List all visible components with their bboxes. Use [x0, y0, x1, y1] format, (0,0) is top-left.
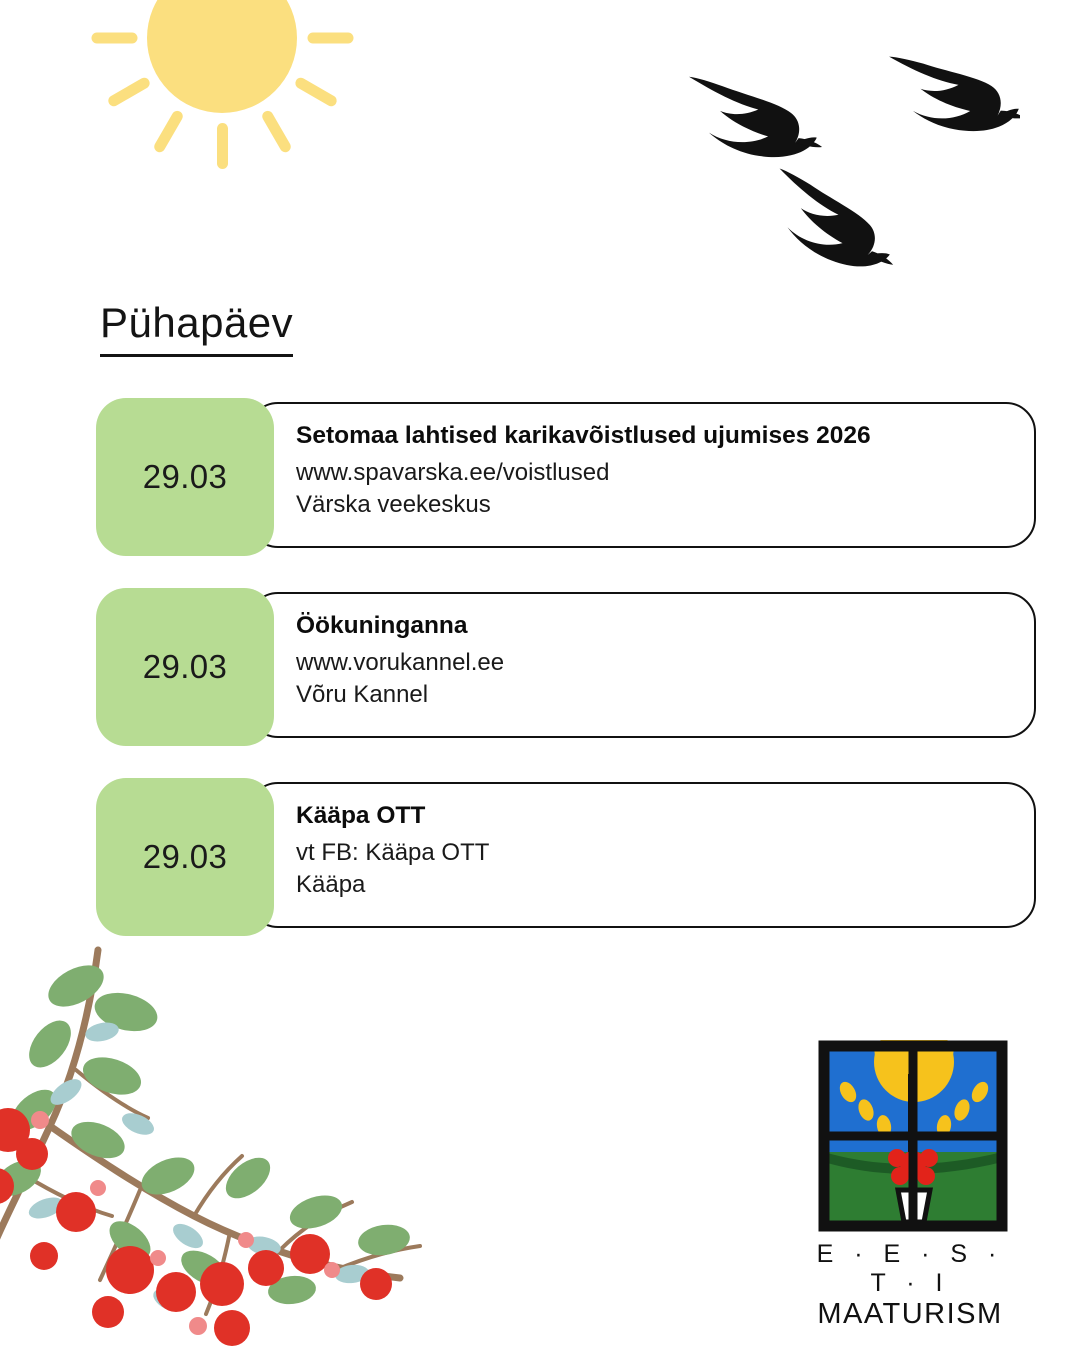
sun-ray-icon — [91, 33, 137, 44]
list-item[interactable] — [96, 588, 1036, 746]
sun-ray-icon — [217, 123, 228, 169]
event-date-badge: 29.03 — [96, 588, 274, 746]
logo — [806, 1040, 1014, 1310]
event-title: Setomaa lahtised karikavõistlused ujumises 2026 — [296, 420, 1006, 453]
event-venue: Värska veekeskus — [296, 489, 1006, 522]
sun-decoration — [92, 0, 352, 168]
event-details — [296, 420, 1006, 522]
floral-decoration — [0, 940, 520, 1360]
list-item[interactable] — [96, 398, 1036, 556]
sun-ray-icon — [152, 109, 185, 154]
event-link[interactable]: www.vorukannel.ee — [296, 647, 1006, 680]
event-link[interactable]: vt FB: Kääpa OTT — [296, 837, 1006, 870]
logo-line-2: MAATURISM — [806, 1298, 1014, 1331]
event-venue: Võru Kannel — [296, 679, 1006, 712]
event-details — [296, 800, 1006, 902]
page-title: Pühapäev — [100, 298, 293, 357]
sun-ray-icon — [106, 76, 151, 109]
event-link[interactable]: www.spavarska.ee/voistlused — [296, 457, 1006, 490]
event-title: Kääpa OTT — [296, 800, 1006, 833]
sun-ray-icon — [307, 33, 353, 44]
event-details — [296, 610, 1006, 712]
sun-ray-icon — [293, 76, 338, 109]
logo-frame-icon — [818, 1040, 1008, 1232]
logo-line-1: E · E · S · T · I — [806, 1240, 1014, 1298]
event-list — [96, 398, 1036, 968]
event-date-badge: 29.03 — [96, 778, 274, 936]
logo-wordmark — [806, 1240, 1014, 1331]
event-date-badge: 29.03 — [96, 398, 274, 556]
swallows-decoration — [660, 50, 1020, 280]
sun-ray-icon — [260, 109, 293, 154]
sun-core-icon — [147, 0, 297, 113]
event-title: Öökuninganna — [296, 610, 1006, 643]
event-venue: Kääpa — [296, 869, 1006, 902]
list-item[interactable] — [96, 778, 1036, 936]
